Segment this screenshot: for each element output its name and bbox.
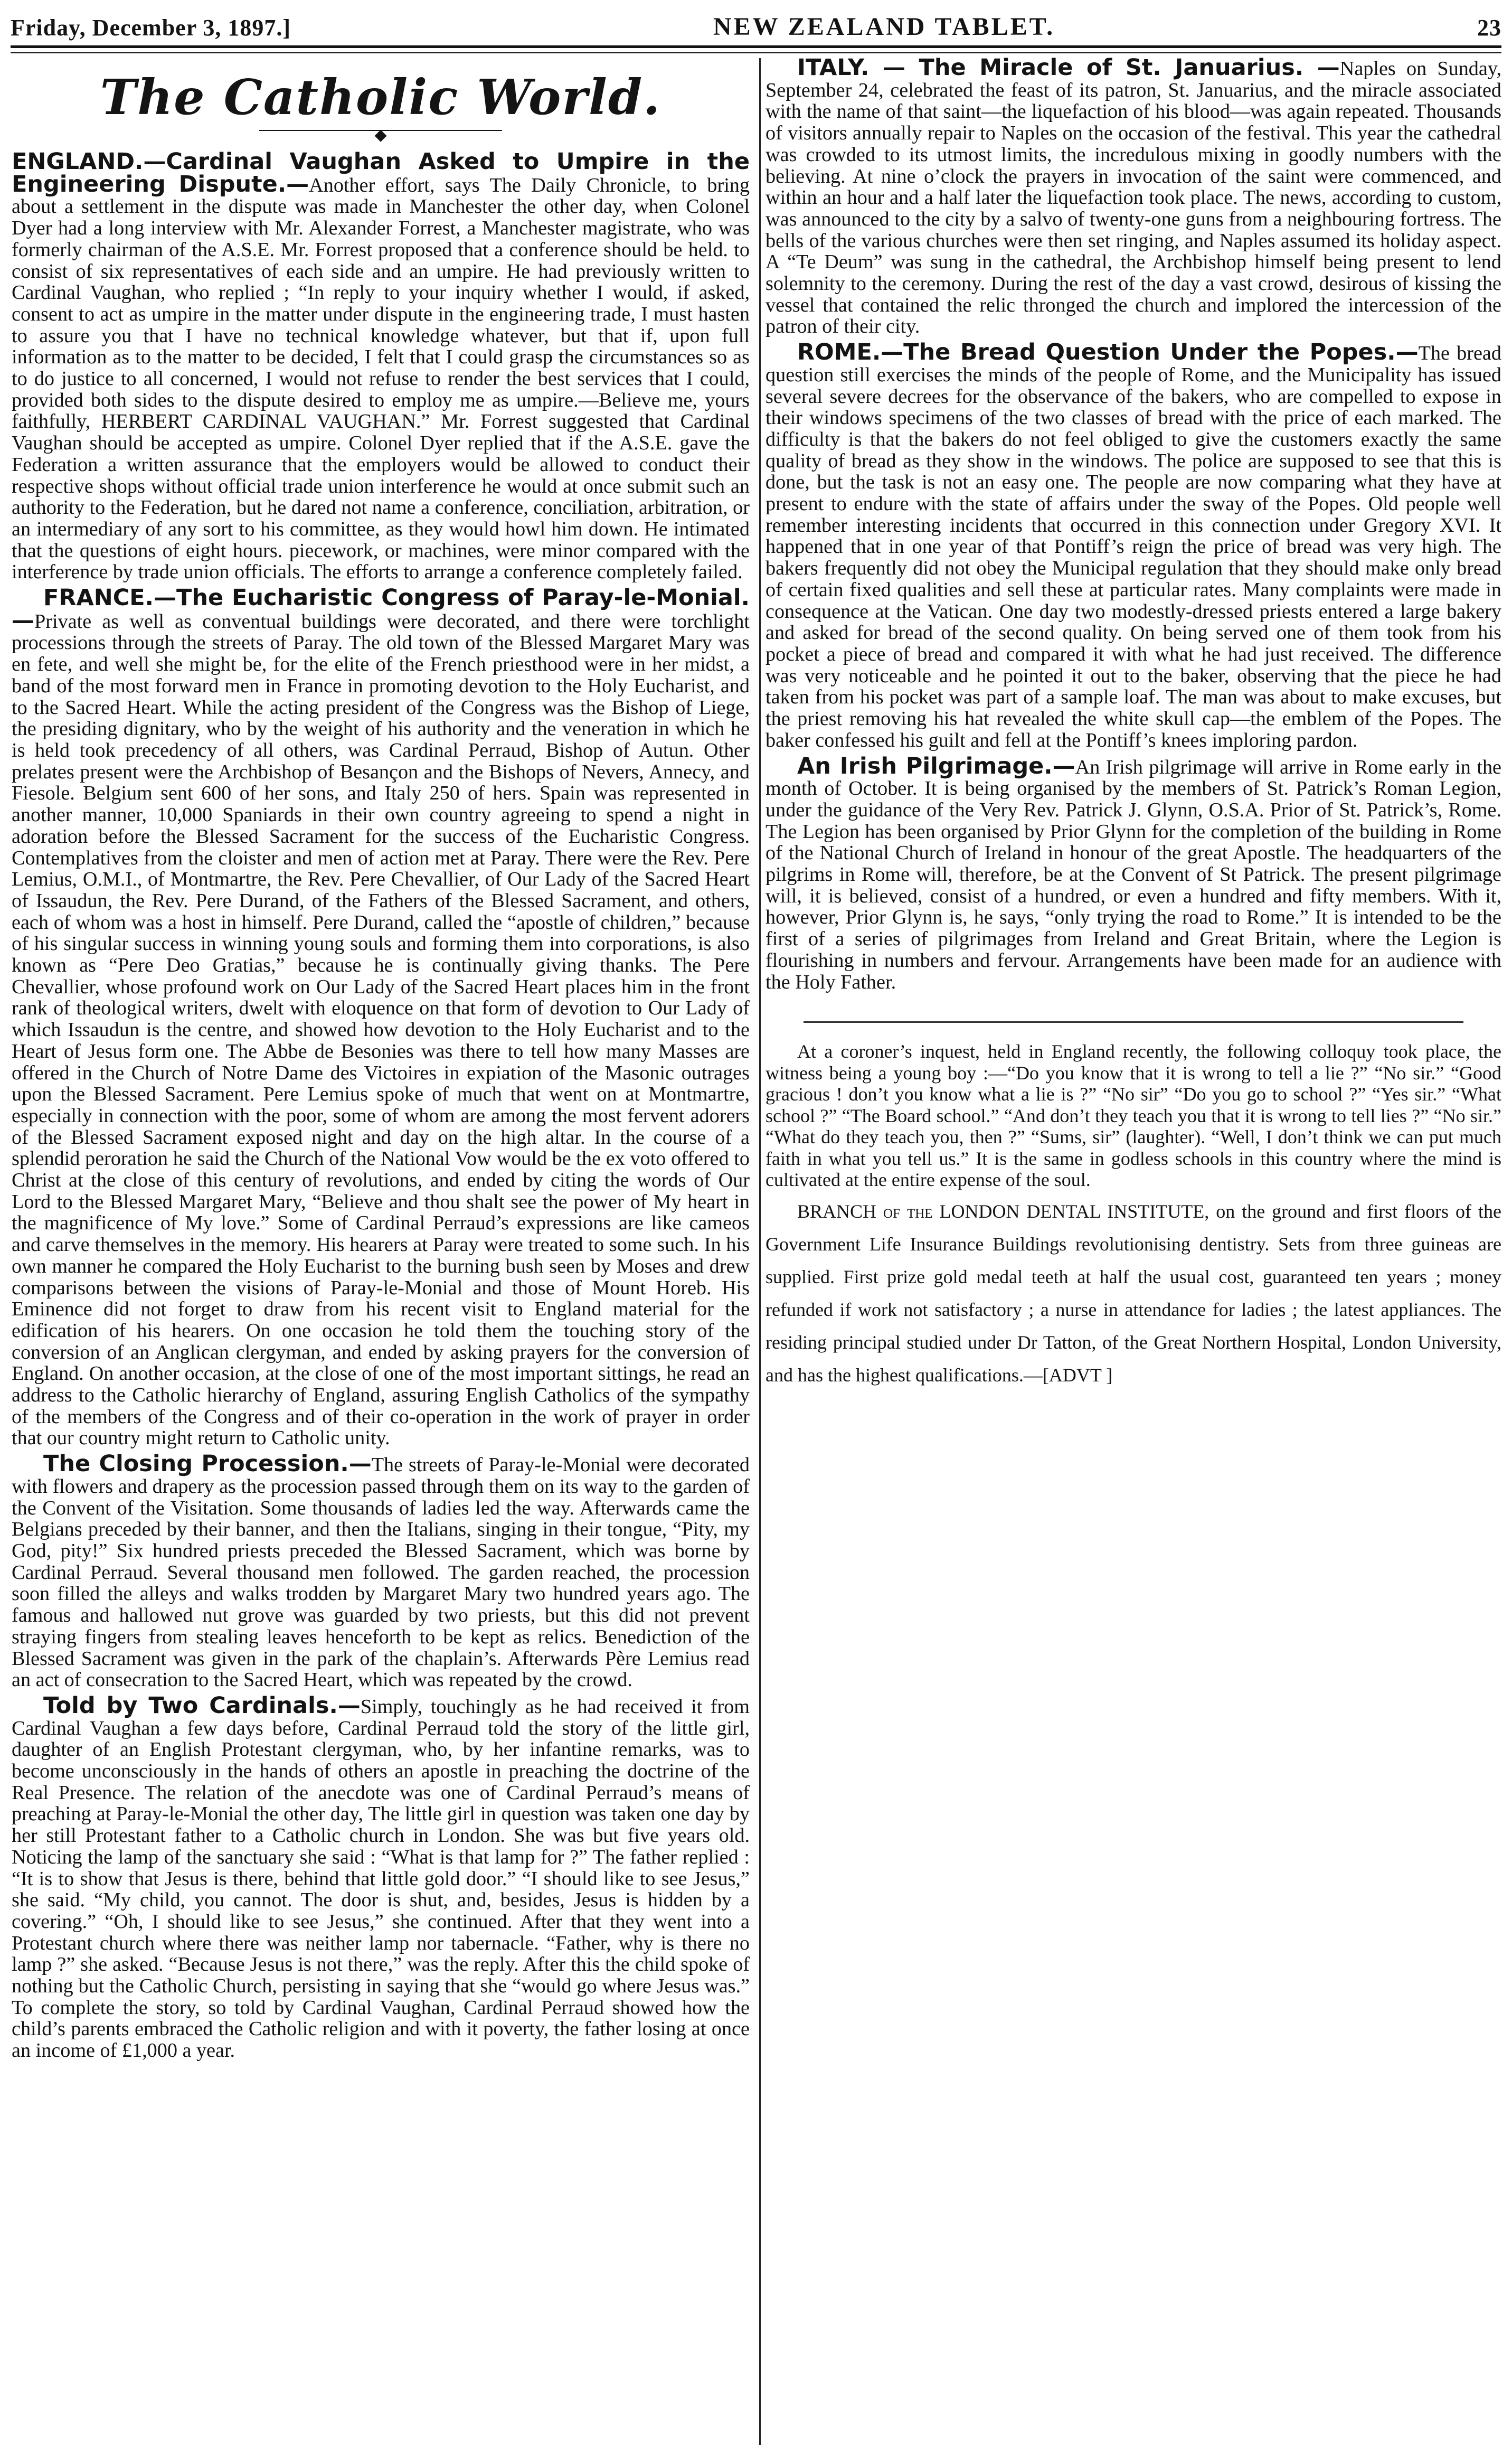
article-body: Naples on Sunday, September 24, celebrated the feast of its patron, St. Januarius, and the miracle associated with the name of that saint—the liquefaction of his blood—was again repeated. Thousands of visitors annually repair to Naples on the occasion of the festival. This year the cathedral was crowded to its utmost limits, the incredulous mixing in goodly numbers with the believing. At nine o’clock the prayers in invocation of the saint were commenced, and within an hour and a half later the liquefaction took place. The news, according to custom, was announced to the city by a salvo of twenty-one guns from a neighbouring fortress. The bells of the various churches were then set ringing, and Naples assumed its holiday aspect. A “Te Deum” was sung in the cathedral, the Archbishop himself being present to lend solemnity to the ceremony. During the rest of the day a vast crowd, desirous of kissing the vessel that contained the relic thronged the church and implored the intercession of the patron of their city. <box>766 58 1501 338</box>
article-body: The bread question still exercises the minds of the people of Rome, and the Municipality has issued several severe decrees for the observance of the bakers, who are compelled to expose in their windows specimens of the two classes of bread with the price of each marked. The difficulty is that the bakers do not feel obliged to give the customers exactly the same quality of bread as they show in the windows. The police are supposed to see that this is done, but the task is not an easy one. The people are now comparing what they have at present to endure with the state of affairs under the sway of the Popes. Old people well remember interesting incidents that occurred in this connection under Gregory XVI. It happened that in one year of that Pontiff’s reign the price of bread was very high. The bakers frequently did not obey the Municipal regulation that they should make only bread of certain fixed qualities and sell these at particular rates. Many complaints were made in consequence at the Vatican. One day two modestly-dressed priests entered a large bakery and asked for bread of the second quality. On being served one of them took from his pocket a piece of bread and compared it with what he had just received. The difference was very noticeable and he pointed it out to the baker, observing that the piece he had taken from his pocket was part of a sample loaf. The man was about to make excuses, but the priest removing his hat revealed the white skull cap—the emblem of the Popes. The baker confessed his guilt and fell at the Pontiff’s knees imploring pardon. <box>766 342 1501 751</box>
article-two-cardinals <box>12 1692 750 2062</box>
column-rule <box>759 58 761 2445</box>
masthead <box>11 4 1501 41</box>
left-column <box>12 57 750 2066</box>
ornament-divider: ◆ <box>259 130 502 139</box>
section-title: The Catholic World. <box>100 69 662 126</box>
article-heading: ITALY. — The Miracle of St. Januarius. — <box>797 54 1340 81</box>
advertisement-lead: BRANCH of the LONDON DENTAL INSTITUTE, <box>797 1200 1209 1222</box>
article-body: An Irish pilgrimage will arrive in Rome early in the month of October. It is being organised by the members of St. Patrick’s Roman Legion, under the guidance of the Very Rev. Patrick J. Glynn, O.S.A. Prior of St. Patrick’s, Rome. The Legion has been organised by Prior Glynn for the completion of the building in Rome of the National Church of Ireland in honour of the great Apostle. The headquarters of the pilgrims in Rome will, therefore, be at the Convent of St Patrick. The present pilgrimage will, it is believed, consist of a hundred, or even a hundred and fifty members. With it, however, Prior Glynn is, he says, “only trying the road to Rome.” It is intended to be the first of a series of pilgrimages from Ireland and Great Britain, where the Legion is flourishing in numbers and fervour. Arrangements have been made for an audience with the Holy Father. <box>766 756 1502 993</box>
page-number: 23 <box>1477 15 1501 41</box>
issue-date: Friday, December 3, 1897.] <box>11 15 291 41</box>
article-france <box>12 587 750 1449</box>
article-heading: Told by Two Cardinals.— <box>43 1692 361 1719</box>
article-heading: An Irish Pilgrimage.— <box>797 752 1075 779</box>
separator-rule <box>804 1021 1463 1023</box>
article-closing-procession <box>12 1453 750 1691</box>
article-heading: The Closing Procession.— <box>43 1451 372 1478</box>
article-rome <box>766 339 1501 751</box>
right-column <box>766 54 1502 1396</box>
advertisement-body: on the ground and first floors of the Government Life Insurance Buildings revolutionising dentistry. Sets from three guineas are supplied. First prize gold medal teeth at half the usual cost, guaranteed ten years ; money refunded if work not satisfactory ; a nurse in attendance for ladies ; the latest appliances. The residing principal studied under Dr Tatton, of the Great Northern Hospital, London University, and has the highest qualifications.—[ADVT ] <box>766 1200 1502 1386</box>
newspaper-title: NEW ZEALAND TABLET. <box>713 13 1055 41</box>
article-italy <box>766 54 1501 338</box>
dental-advertisement <box>766 1195 1501 1391</box>
coroner-inquest-note: At a coroner’s inquest, held in England recently, the following colloquy took place, the witness being a young boy :—“Do you know that it is wrong to tell a lie ?” “No sir.” “Good gracious ! don’t you know what a lie is ?” “No sir” “Do you go to school ?” “Yes sir.” “What school ?” “The Board school.” “And don’t they teach you that it is wrong to tell lies ?” “No sir.” “What do they teach you, then ?” “Sums, sir” (laughter). “Well, I don’t think we can put much faith in what you tell us.” It is the same in godless schools in this country where the mind is cultivated at the entire expense of the soul. <box>766 1041 1501 1191</box>
article-heading: FRANCE.—The Eucharistic Congress of Paray-le-Monial.— <box>12 585 750 634</box>
article-body: Private as well as conventual buildings were decorated, and there were torchlight processions through the streets of Paray. The old town of the Blessed Margaret Mary was en fete, and well she might be, for the elite of the French priesthood were in her midst, a band of the most forward men in France in promoting devotion to the Holy Eucharist, and to the Sacred Heart. While the acting president of the Congress was the Bishop of Liege, the presiding dignitary, who by the weight of his authority and the veneration in which he is held took precedency of all others, was Cardinal Perraud, Bishop of Autun. Other prelates present were the Archbishop of Besançon and the Bishops of Nevers, Annecy, and Fiesole. Belgium sent 600 of her sons, and Italy 250 of hers. Spain was represented in another manner, 10,000 Spaniards in their own country agreeing to spend a night in adoration before the Blessed Sacrament for the success of the Eucharistic Congress. Contemplatives from the cloister and men of action met at Paray. There were the Rev. Pere Lemius, O.M.I., of Montmartre, the Rev. Pere Chevallier, of Our Lady of the Sacred Heart of Issaudun, the Rev. Pere Durand, of the Fathers of the Blessed Sacrament, and others, each of whom was a host in himself. Pere Durand, called the “apostle of children,” because of his singular success in winning young souls and forming them into corporations, is also known as “Pere Deo Gratias,” because he is continually giving thanks. The Pere Chevallier, whose profound work on Our Lady of the Sacred Heart places him in the front rank of theological writers, dwelt with eloquence on that form of devotion to Our Lady of which Issaudun is the centre, and showed how devotion to the Holy Eucharist and to the Heart of Jesus form one. The Abbe de Besonies was there to tell how many Masses are offered in the Church of Notre Dame des Victoires in expiation of the Masonic outrages upon the Blessed Sacrament. Pere Lemius spoke of much that went on at Montmartre, especially in connection with the poor, some of whom are among the most fervent adorers of the Blessed Sacrament exposed night and day on the high altar. In the course of a splendid peroration he said the Church of the National Vow would be the ex voto offered to Christ at the close of this century of revolutions, and ended by citing the words of Our Lord to the Blessed Margaret Mary, “Believe and thou shalt see the power of My heart in the magnificence of My love.” Some of Cardinal Perraud’s expressions are like cameos and carve themselves in the memory. His hearers at Paray were treated to some such. In his own manner he compared the Holy Eucharist to the burning bush seen by Moses and drew comparisons between the visions of Paray-le-Monial and those of Mount Horeb. His Eminence did not forget to draw from his recent visit to England material for the edification of his hearers. On one occasion he told them the touching story of the conversion of an Anglican clergyman, and ended by asking prayers for the conversion of England. On another occasion, at the close of one of the most important sittings, he read an address to the Catholic hierarchy of England, assuring English Catholics of the sympathy of the members of the Congress and of their co-operation in the work of prayer in order that our country might return to Catholic unity. <box>12 610 750 1450</box>
article-irish-pilgrimage <box>766 752 1502 993</box>
article-body: Another effort, says The Daily Chronicle, to bring about a settlement in the dispute was made in Manchester the other day, when Colonel Dyer had a long interview with Mr. Alexander Forrest, a Manchester magistrate, who was formerly chairman of the A.S.E. Mr. Forrest proposed that a conference should be held. to consist of six representatives of each side and an umpire. He had previously written to Cardinal Vaughan, who replied ; “In reply to your inquiry whether I would, if asked, consent to act as umpire in the matter under dispute in the engineering trade, I must hasten to assure you that I have no technical knowledge whatever, but that if, upon full information as to the matter to be decided, I felt that I could grasp the circumstances so as to do justice to all concerned, I would not refuse to render the best services that I could, provided both sides to the dispute desired to employ me as umpire.—Believe me, yours faithfully, HERBERT CARDINAL VAUGHAN.” Mr. Forrest suggested that Cardinal Vaughan should be accepted as umpire. Colonel Dyer replied that if the A.S.E. gave the Federation a written assurance that the employers would be allowed to conduct their respective shops without official trade union interference he would at once submit such an authority to the Federation, but he dared not name a conference, conciliation, arbitration, or an intermediary of any sort to his committee, as they would howl him down. He intimated that the questions of eight hours. piecework, or machines, were minor compared with the interference by trade union officials. The efforts to arrange a conference completely failed. <box>12 174 750 584</box>
article-heading: ROME.—The Bread Question Under the Popes.— <box>797 339 1419 366</box>
article-heading: ENGLAND.—Cardinal Vaughan Asked to Umpire in the Engineering Dispute.— <box>12 148 750 197</box>
article-body: Simply, touchingly as he had received it from Cardinal Vaughan a few days before, Cardinal Perraud told the story of the little girl, daughter of an English Protestant clergyman, who, by her infantine remarks, was to become unconsciously in the hands of others an apostle in preaching the doctrine of the Real Presence. The relation of the anecdote was one of Cardinal Perraud’s means of preaching at Paray-le-Monial the other day, The little girl in question was taken one day by her still Protestant father to a Catholic church in London. She was but five years old. Noticing the lamp of the sanctuary she said : “What is that lamp for ?” The father replied : “It is to show that Jesus is there, behind that little gold door.” “I should like to see Jesus,” she said. “My child, you cannot. The door is shut, and, besides, Jesus is hidden by a covering.” “Oh, I should like to see Jesus,” she continued. After that they went into a Protestant church where there was neither lamp nor tabernacle. “Father, why is there no lamp ?” she asked. “Because Jesus is not there,” was the reply. After this the child spoke of nothing but the Catholic Church, persisting in saying that she “would go where Jesus was.” To complete the story, so told by Cardinal Vaughan, Cardinal Perraud showed how the child’s parents embraced the Catholic religion and with it poverty, the father losing at once an income of £1,000 a year. <box>12 1695 750 2062</box>
advertisement-text <box>766 1195 1501 1391</box>
masthead-rule <box>11 45 1501 53</box>
article-body: The streets of Paray-le-Monial were decorated with flowers and drapery as the procession passed through them on its way to the garden of the Convent of the Visitation. Some thousands of ladies led the way. Afterwards came the Belgians preceded by their banner, and then the Italians, singing in their tongue, “Pity, my God, pity!” Six hundred priests preceded the Blessed Sacrament, which was borne by Cardinal Perraud. Several thousand men followed. The garden reached, the procession soon filled the alleys and walks trodden by Margaret Mary two hundred years ago. The famous and hallowed nut grove was guarded by two priests, but this did not prevent straying fingers from stealing leaves henceforth to be kept as relics. Benediction of the Blessed Sacrament was given in the park of the chaplain’s. Afterwards Père Lemius read an act of consecration to the Sacred Heart, which was repeated by the crowd. <box>12 1454 750 1691</box>
article-england <box>12 148 750 584</box>
